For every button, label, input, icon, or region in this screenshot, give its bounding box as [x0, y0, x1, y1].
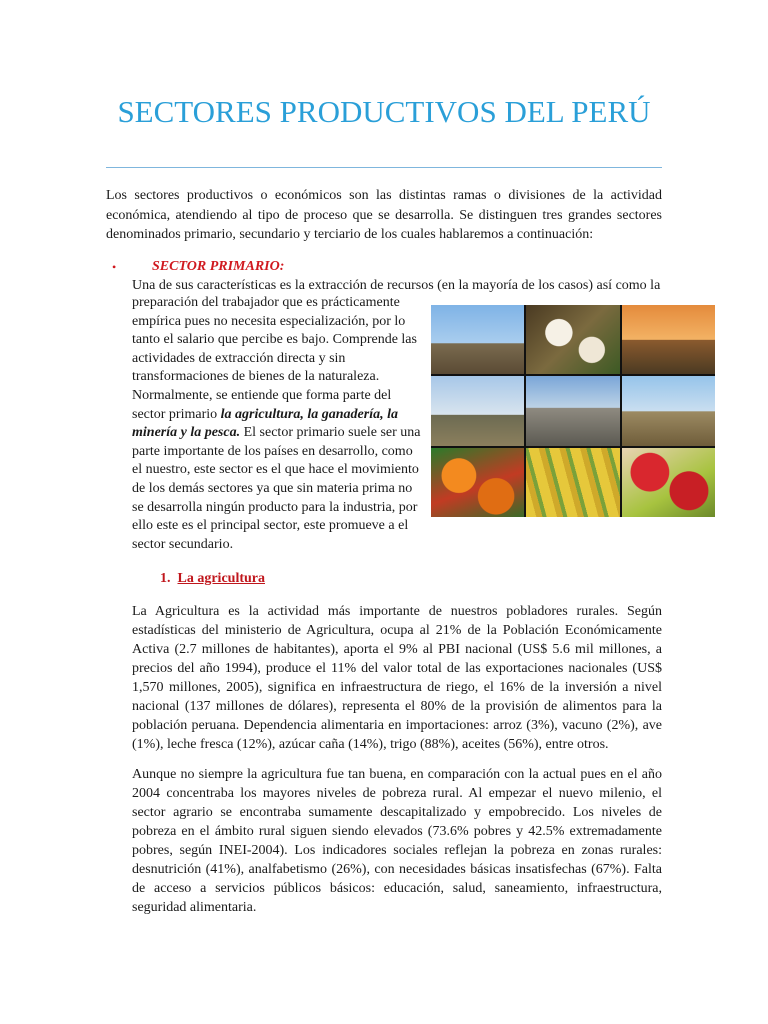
- agricultura-paragraph-1: La Agricultura es la actividad más importante de nuestros pobladores rurales. Según estadísticas del ministerio de Agricultura, ocupa al 21% de la Población Económicamente Activa (2.7 millones de habitantes), aporta el 9% al PBI nacional (US$ 5.6 mil millones, a precios del año 1994), produce el 11% del valor total de las exportaciones nacionales (US$ 1,570 millones, 2005), significa en infraestructura de riego, el 16% de la inversión a nivel nacional (137 millones de dólares), representa el 80% de la provisión de alimentos para la población peruana. Dependencia alimentaria en importaciones: arroz (3%), vacuno (2%), ave (1%), leche fresca (12%), azúcar caña (14%), trigo (88%), aceites (56%), entre otros.: [132, 604, 662, 752]
- apples-image: [622, 448, 715, 517]
- mining-truck-image: [431, 376, 524, 445]
- sector-primario-text-b: El sector primario suele ser una parte importante de los países en desarrollo, como el nuestro, este sector es el que hace el movimiento de los demás sectores ya que sin materia prima no se desarrolla ningún producto para la industria, por ello este es el principal sector, este promueve a el sector secundario.: [132, 425, 421, 552]
- title-divider: [106, 167, 662, 168]
- industrial-plant-image: [526, 376, 619, 445]
- bananas-image: [526, 448, 619, 517]
- agricultura-heading: [160, 570, 265, 588]
- excavator-image: [622, 376, 715, 445]
- sector-primario-body: [132, 294, 422, 554]
- cotton-image: [526, 305, 619, 374]
- sector-primario-text-a: preparación del trabajador que es prácticamente empírica pues no necesita especialización, por lo tanto el salario que percibe es bajo. Comprende las actividades de extracción directa y sin transformaciones de bienes de la naturaleza. Normalmente, se entiende que forma parte del sector primario: [132, 295, 417, 422]
- sector-primario-label: SECTOR PRIMARIO:: [152, 259, 285, 274]
- oil-rig-image: [622, 305, 715, 374]
- primary-sector-photo-collage: [431, 305, 715, 517]
- fruit-market-image: [431, 448, 524, 517]
- agricultura-number: 1.: [160, 571, 171, 586]
- sector-primario-activities: la agricultura, la ganadería, la minería y la pesca.: [132, 406, 398, 441]
- sector-primario-first-line: Una de sus características es la extracción de recursos (en la mayoría de los casos) así como la: [132, 278, 661, 293]
- intro-paragraph: Los sectores productivos o económicos son las distintas ramas o divisiones de la actividad económica, atendiendo al tipo de proceso que se desarrolla. Se distinguen tres grandes sectores denominados primario, secundario y terciario de los cuales hablaremos a continuación:: [106, 188, 662, 242]
- oil-pump-image: [431, 305, 524, 374]
- agricultura-title: La agricultura: [177, 571, 265, 586]
- page-title: SECTORES PRODUCTIVOS DEL PERÚ: [117, 94, 651, 129]
- bullet-icon: •: [112, 260, 117, 274]
- agricultura-paragraph-2: Aunque no siempre la agricultura fue tan buena, en comparación con la actual pues en el año 2004 concentraba los mayores niveles de pobreza rural. Al empezar el nuevo milenio, el sector agrario se encontraba sumamente descapitalizado y empobrecido. Los niveles de pobreza en el ámbito rural siguen siendo elevados (73.6% pobres y 42.5% extremadamente pobres, según INEI-2004). Los indicadores sociales reflejan la pobreza en zonas rurales: desnutrición (41%), analfabetismo (26%), con necesidades básicas insatisfechas (67%). Falta de acceso a servicios públicos básicos: educación, salud, saneamiento, infraestructura, seguridad alimentaria.: [132, 767, 662, 915]
